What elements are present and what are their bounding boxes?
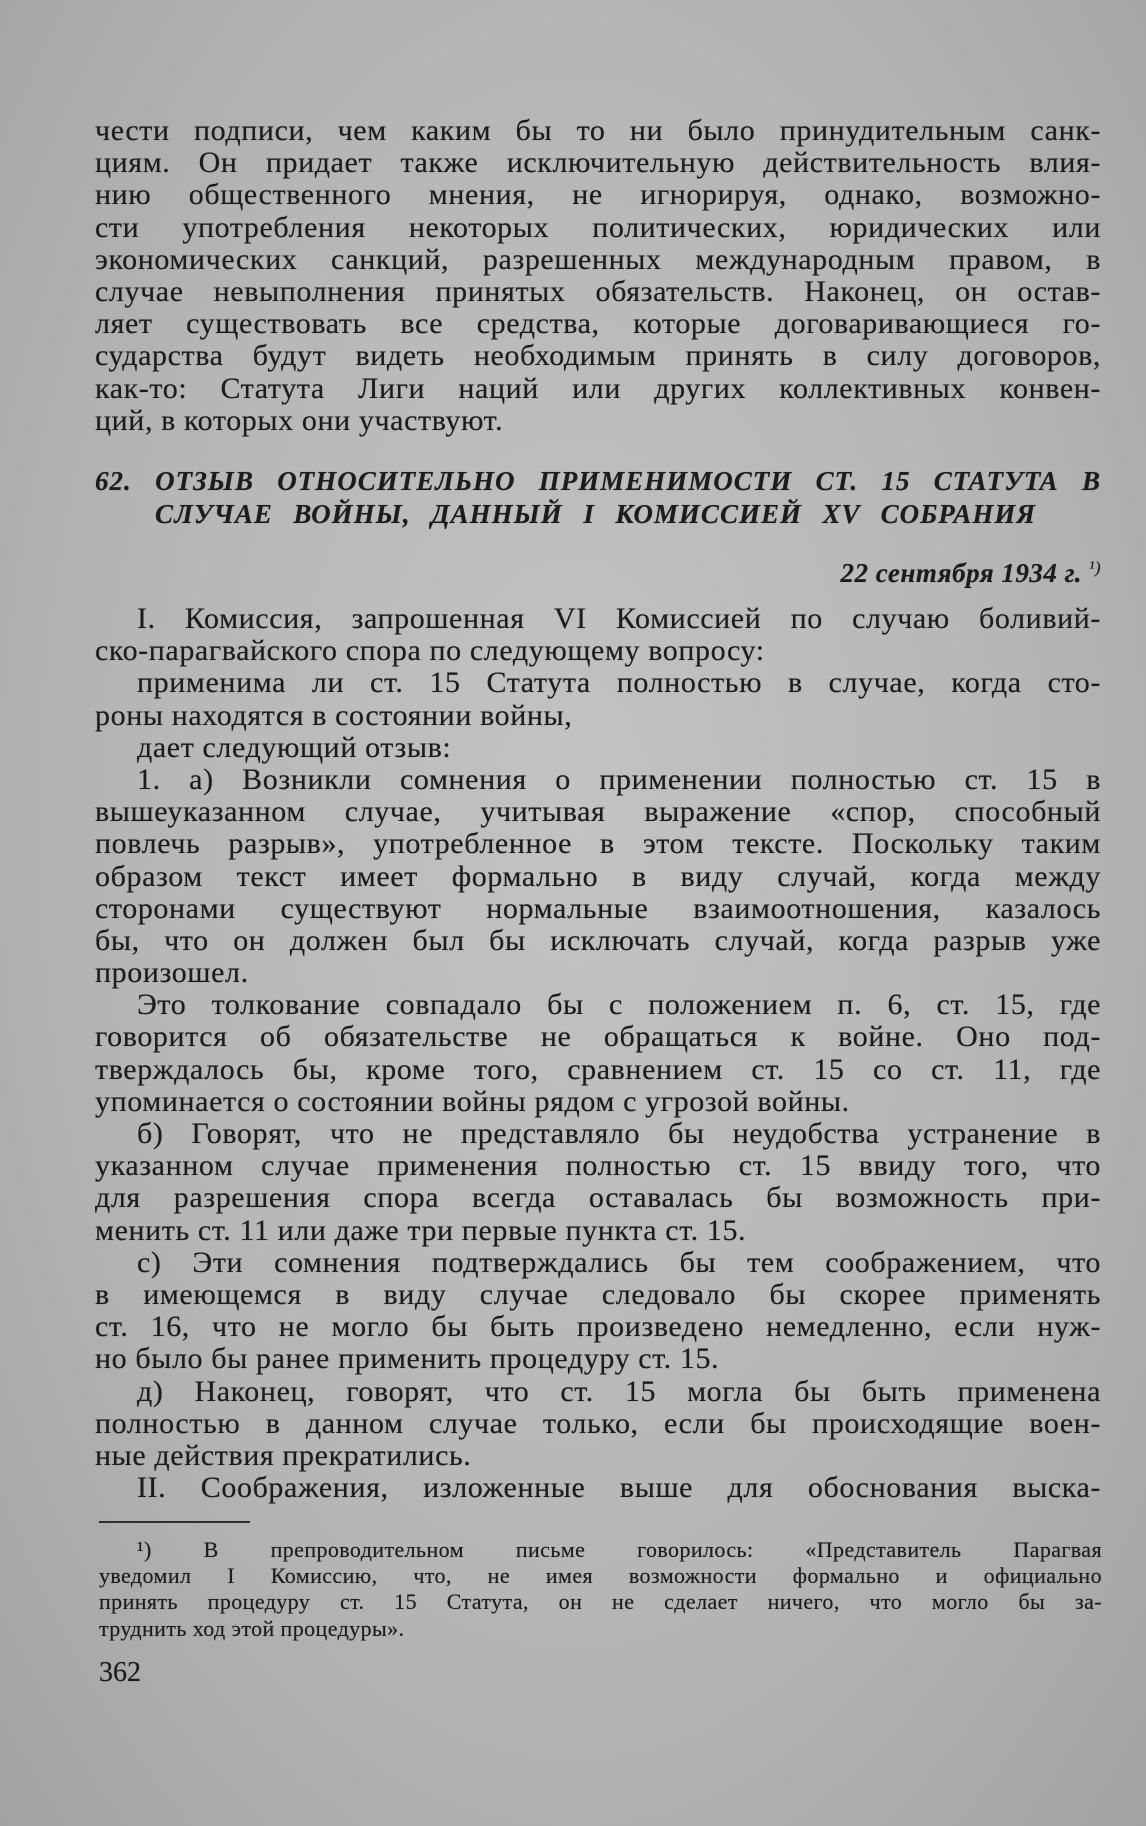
body-line: ст. 16, что не могло бы быть произведено немедленно, если нуж- <box>95 1311 1101 1344</box>
body-line: ско-парагвайского спора по следующему вопросу: <box>95 635 765 668</box>
article-title-line: СЛУЧАЕ ВОЙНЫ, ДАННЫЙ I КОМИССИЕЙ XV СОБРАНИЯ <box>155 498 1036 529</box>
continuation-line: циям. Он придает также исключительную действительность влия- <box>95 147 1101 180</box>
footnote-line: ¹) В препроводительном письме говорилось: «Представитель Парагвая <box>137 1537 1102 1562</box>
page-number: 362 <box>99 1657 141 1688</box>
continuation-line: нию общественного мнения, не игнорируя, однако, возможно- <box>95 179 1101 212</box>
continuation-line: как-то: Статута Лиги наций или других коллективных конвен- <box>95 372 1101 405</box>
continuation-line: чести подписи, чем каким бы то ни было принудительным санк- <box>95 115 1101 147</box>
body-line: полностью в данном случае только, если бы происходящие воен- <box>95 1407 1101 1440</box>
body-line: произошел. <box>95 957 249 990</box>
footnote-separator <box>99 1521 250 1523</box>
body-line: повлечь разрыв», употребленное в этом тексте. Поскольку таким <box>95 828 1101 861</box>
body-line: Это толкование совпадало бы с положением п. 6, ст. 15, где <box>137 989 1101 1022</box>
continuation-line: ляет существовать все средства, которые договаривающиеся го- <box>95 308 1101 341</box>
body-line: б) Говорят, что не представляло бы неудобства устранение в <box>137 1118 1101 1150</box>
continuation-line: сударства будут видеть необходимым принять в силу договоров, <box>95 340 1101 373</box>
article-date <box>95 552 1101 588</box>
footnote-line: труднить ход этой процедуры». <box>99 1615 405 1641</box>
body-line: с) Эти сомнения подтверждались бы тем соображением, что <box>137 1246 1101 1279</box>
article-date-text: 22 сентября 1934 г. <box>840 558 1082 588</box>
body-line: для разрешения спора всегда оставалась бы возможность при- <box>95 1182 1101 1215</box>
body-line: указанном случае применения полностью ст. 15 ввиду того, что <box>95 1150 1101 1183</box>
body-line: говорится об обязательстве не обращаться к войне. Оно под- <box>95 1021 1101 1054</box>
continuation-line: экономических санкций, разрешенных международным правом, в <box>95 243 1101 276</box>
continuation-line: сти употребления некоторых политических, юридических или <box>95 211 1101 244</box>
body-line: применима ли ст. 15 Статута полностью в случае, когда сто- <box>137 667 1101 700</box>
continuation-paragraph <box>95 115 1101 437</box>
continuation-line: ций, в которых они участвуют. <box>95 404 504 437</box>
body-line: роны находятся в состоянии войны, <box>95 699 573 732</box>
footnote <box>99 1537 1102 1642</box>
body-line: I. Комиссия, запрошенная VI Комиссией по случаю боливий- <box>137 603 1101 635</box>
article-body <box>95 603 1101 1504</box>
body-line: бы, что он должен был бы исключать случай, когда разрыв уже <box>95 924 1101 957</box>
article-title-line: 62. ОТЗЫВ ОТНОСИТЕЛЬНО ПРИМЕНИМОСТИ СТ. 15 СТАТУТА В <box>95 466 1101 496</box>
footnote-line: уведомил I Комиссию, что, не имея возможности формально и официально <box>99 1563 1102 1589</box>
body-line: упоминается о состоянии войны рядом с угрозой войны. <box>95 1085 850 1118</box>
article-heading <box>95 465 1101 530</box>
body-line: дает следующий отзыв: <box>137 731 452 764</box>
body-line: образом текст имеет формально в виду случай, когда между <box>95 860 1101 893</box>
body-line: но было бы ранее применить процедуру ст. 15. <box>95 1343 720 1376</box>
body-line: в имеющемся в виду случае следовало бы скорее применять <box>95 1278 1101 1311</box>
body-line: д) Наконец, говорят, что ст. 15 могла бы быть применена <box>137 1375 1101 1408</box>
body-line: вышеуказанном случае, учитывая выражение «спор, способный <box>95 796 1101 829</box>
footnote-reference: ¹) <box>1089 558 1101 577</box>
body-line: 1. а) Возникли сомнения о применении полностью ст. 15 в <box>137 763 1101 796</box>
body-line: тверждалось бы, кроме того, сравнением ст. 15 со ст. 11, где <box>95 1053 1101 1086</box>
footnote-line: принять процедуру ст. 15 Статута, он не сделает ничего, что могло бы за- <box>99 1589 1102 1615</box>
body-line: менить ст. 11 или даже три первые пункта ст. 15. <box>95 1214 747 1247</box>
body-line: II. Соображения, изложенные выше для обоснования выска- <box>137 1472 1101 1505</box>
continuation-line: случае невыполнения принятых обязательств. Наконец, он остав- <box>95 275 1101 308</box>
body-line: сторонами существуют нормальные взаимоотношения, казалось <box>95 892 1101 925</box>
body-line: ные действия прекратились. <box>95 1439 472 1472</box>
